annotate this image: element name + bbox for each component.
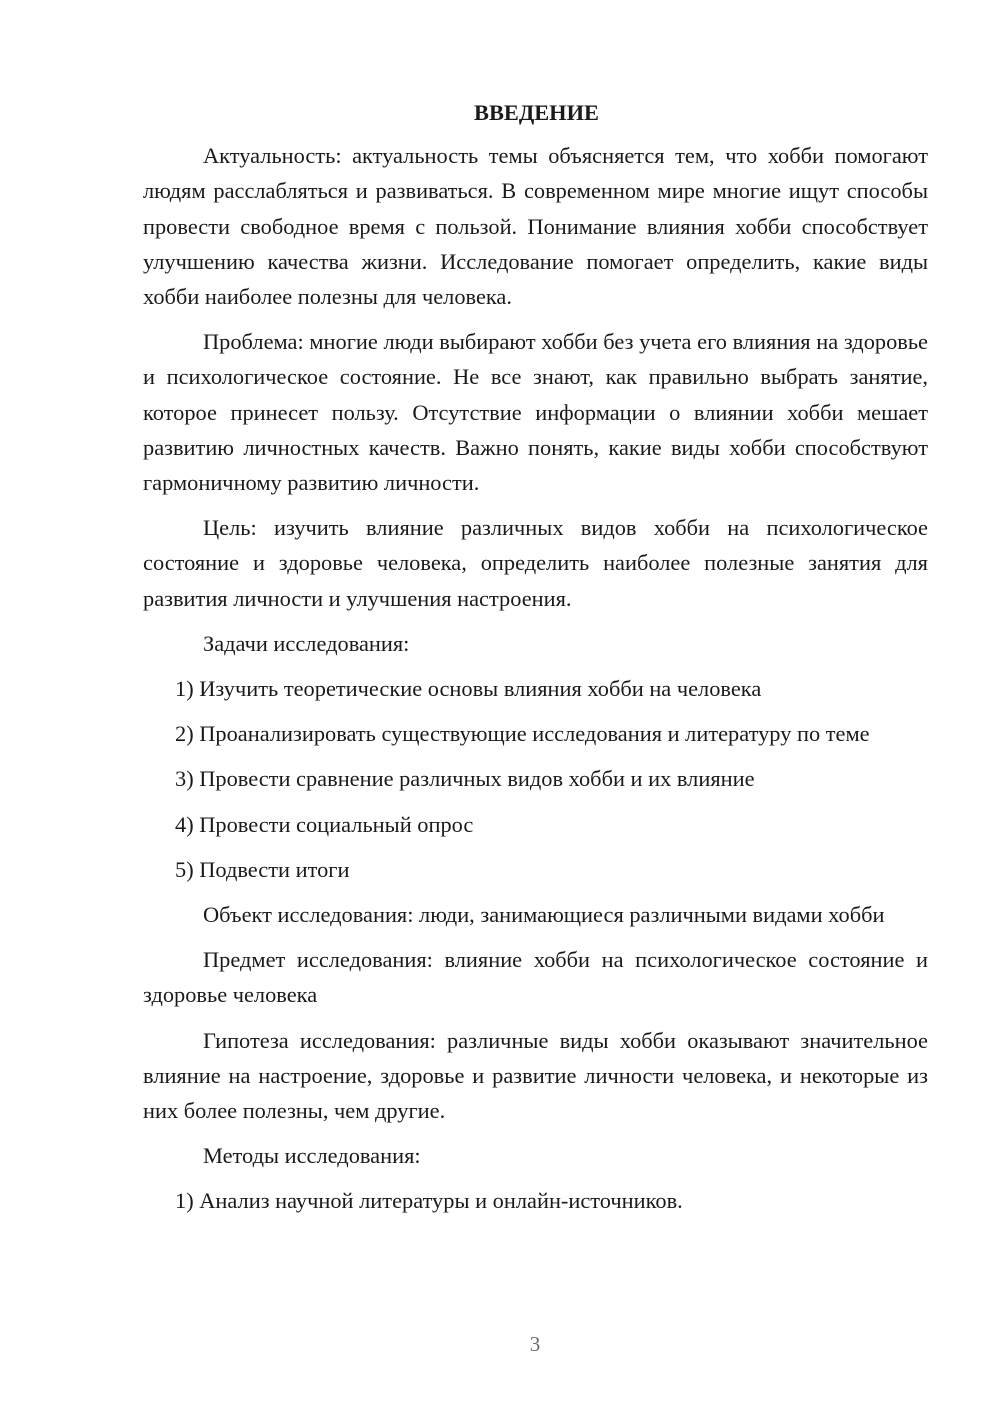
methods-heading: Методы исследования: xyxy=(203,1143,421,1169)
subject-paragraph: Предмет исследования: влияние хобби на психологическое состояние и здоровье человека xyxy=(143,947,928,1008)
method-item-1: 1) Анализ научной литературы и онлайн-источников. xyxy=(175,1188,683,1214)
task-item-1: 1) Изучить теоретические основы влияния хобби на человека xyxy=(175,676,762,702)
tasks-heading: Задачи исследования: xyxy=(203,630,410,656)
task-item-4: 4) Провести социальный опрос xyxy=(175,811,474,837)
problem-paragraph: Проблема: многие люди выбирают хобби без учета его влияния на здоровье и психологическое состояние. Не все знают, как правильно выбрать занятие, которое принесет пользу. Отсутствие информации о влиянии хобби мешает развитию личностных качеств. Важно понять, какие виды хобби способствуют гармоничному развитию личности. xyxy=(143,329,928,496)
task-item-5: 5) Подвести итоги xyxy=(175,856,350,882)
goal-paragraph: Цель: изучить влияние различных видов хобби на психологическое состояние и здоровье человека, определить наиболее полезные занятия для развития личности и улучшения настроения. xyxy=(143,515,928,611)
object-paragraph: Объект исследования: люди, занимающиеся различными видами хобби xyxy=(203,902,885,928)
page-title: ВВЕДЕНИЕ xyxy=(474,100,599,125)
relevance-paragraph: Актуальность: актуальность темы объясняется тем, что хобби помогают людям расслабляться и развиваться. В современном мире многие ищут способы провести свободное время с пользой. Понимание влияния хобби способствует улучшению качества жизни. Исследование помогает определить, какие виды хобби наиболее полезны для человека. xyxy=(143,143,928,310)
page-content xyxy=(143,95,928,1229)
page-number: 3 xyxy=(529,1332,541,1356)
hypothesis-paragraph: Гипотеза исследования: различные виды хобби оказывают значительное влияние на настроение, здоровье и развитие личности человека, и некоторые из них более полезны, чем другие. xyxy=(143,1027,928,1124)
task-item-2: 2) Проанализировать существующие исследования и литературу по теме xyxy=(175,721,870,747)
task-item-3: 3) Провести сравнение различных видов хобби и их влияние xyxy=(175,766,755,792)
